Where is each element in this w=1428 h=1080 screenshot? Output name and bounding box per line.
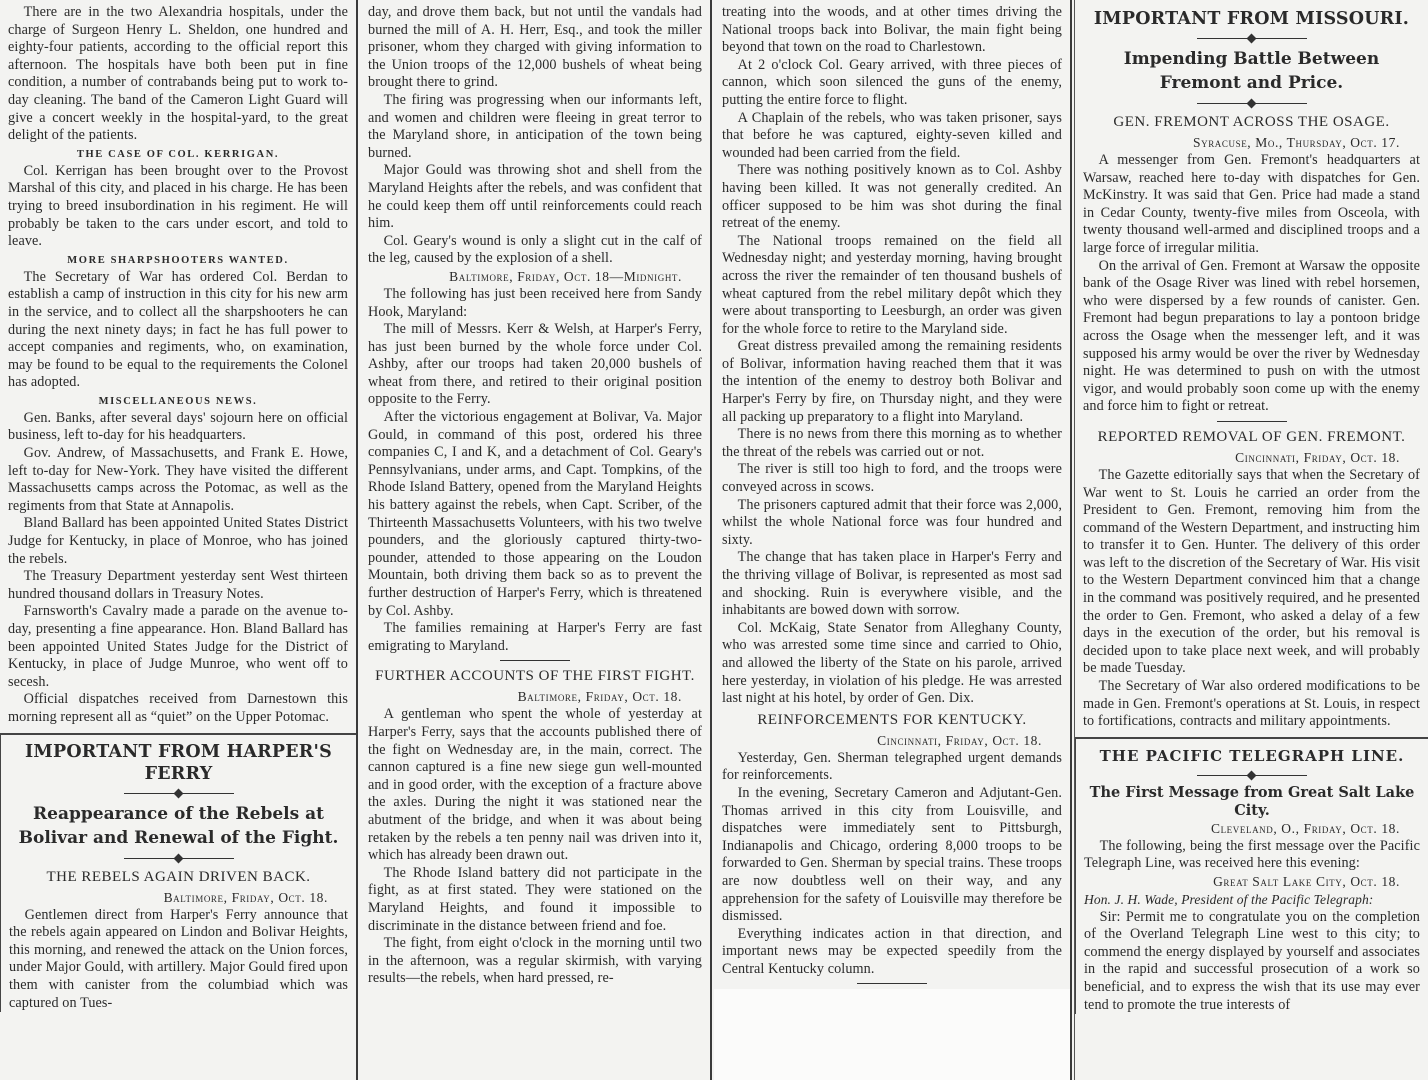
ornament-rule [1197, 34, 1307, 43]
deck-headline: Impending Battle Between Fremont and Price. [1123, 49, 1380, 93]
dateline-salt-lake: Great Salt Lake City, Oct. 18. [1213, 874, 1400, 889]
divider-rule [857, 983, 927, 984]
section-subhead: MORE SHARPSHOOTERS WANTED. [67, 254, 289, 266]
paragraph: There was nothing positively known as to Col. Ashby having been killed. It was not generally credited. An officer supposed to be him was shot during the final retreat of the enemy. [722, 162, 1062, 232]
paragraph: At 2 o'clock Col. Geary arrived, with three pieces of cannon, which soon silenced the guns of the enemy, putting the entire force to flight. [722, 56, 1062, 108]
harpers-ferry-article [0, 733, 356, 1013]
dateline: Cleveland, O., Friday, Oct. 18. [1210, 820, 1400, 836]
column-1 [0, 0, 358, 1080]
paragraph: A messenger from Gen. Fremont's headquarters at Warsaw, reached here to-day with dispatches for Gen. McKinstry. It was said that Gen. Price had made a stand in Cedar County, twenty-five miles from Osceola, with twenty thousand well-armed and disciplined troops and a large force of irregular militia. [1083, 152, 1420, 256]
paragraph: Major Gould was throwing shot and shell from the Maryland Heights after the rebels, and was confident that he could keep them off until reinforcements could reach him. [368, 162, 702, 232]
dateline: Syracuse, Mo., Thursday, Oct. 17. [1192, 135, 1400, 150]
column-2 [360, 0, 712, 1080]
paragraph: The Rhode Island battery did not participate in the fight, as at first stated. They were stationed on the Maryland Heights, and found it impossible to discriminate in the distance between friend and foe. [368, 864, 702, 934]
paragraph: Col. Kerrigan has been brought over to the Provost Marshal of this city, and placed in his charge. He has been trying to breed insubordination in his regiment. He will probably be taken to the cars under escort, and told to leave. [8, 162, 348, 250]
paragraph: Everything indicates action in that direction, and important news may be expected speedily from the Central Kentucky column. [722, 925, 1062, 977]
paragraph: There are in the two Alexandria hospitals, under the charge of Surgeon Henry L. Sheldon, one hundred and eighty-four patients, according to the official report this afternoon. The hospitals have both been put in fine condition, a number of contrabands being put to work to-day cleaning. The band of the Cameron Light Guard will give a concert weekly in the hospital-yard, to the great delight of the patients. [8, 4, 348, 144]
paragraph: The river is still too high to ford, and the troops were conveyed across in scows. [722, 461, 1062, 496]
paragraph: Col. Geary's wound is only a slight cut in the calf of the leg, caused by the explosion of a shell. [368, 232, 702, 267]
paragraph: Yesterday, Gen. Sherman telegraphed urgent demands for reinforcements. [722, 749, 1062, 784]
headline-harpers-ferry: IMPORTANT FROM HARPER'S FERRY [25, 741, 332, 784]
column-3 [714, 0, 1072, 1080]
paragraph: The change that has taken place in Harper's Ferry and the thriving village of Bolivar, is represented as most sad and shocking. Ruin is everywhere visible, and the inhabitants are bowed down with sorrow. [722, 549, 1062, 619]
article-headline: GEN. FREMONT ACROSS THE OSAGE. [1113, 114, 1390, 130]
subhead-rebels-driven-back: THE REBELS AGAIN DRIVEN BACK. [46, 868, 311, 885]
paragraph: The firing was progressing when our informants left, and women and children were fleeing in great terror to the Maryland shore, in anticipation of the town being burned. [368, 91, 702, 161]
column-4-text [1083, 8, 1420, 731]
paragraph: The mill of Messrs. Kerr & Welsh, at Harper's Ferry, has just been burned by the whole force under Col. Ashby, after our troops had taken 20,000 bushels of wheat from there, and retired to their original position opposite to the Ferry. [368, 321, 702, 408]
section-subhead: THE CASE OF COL. KERRIGAN. [76, 148, 280, 160]
blank-area [714, 989, 1070, 1080]
column-2-text [368, 4, 702, 988]
dateline: Cincinnati, Friday, Oct. 18. [1235, 449, 1400, 465]
paragraph: The families remaining at Harper's Ferry are fast emigrating to Maryland. [368, 620, 702, 654]
paragraph: Gen. Banks, after several days' sojourn here on official business, left to-day for his headquarters. [8, 409, 348, 444]
paragraph: treating into the woods, and at other times driving the National troops back into Bolivar, the main fight being beyond that town on the road to Charlestown. [722, 4, 1062, 56]
ornament-rule [124, 789, 234, 798]
article-headline: REPORTED REMOVAL OF GEN. FREMONT. [1097, 428, 1406, 445]
paragraph: The fight, from eight o'clock in the morning until two in the afternoon, was a regular skirmish, with varying results—the rebels, when hard pressed, re- [368, 935, 702, 987]
paragraph: Great distress prevailed among the remaining residents of Bolivar, information having reached them that it was the intention of the enemy to destroy both Bolivar and Harper's Ferry by fire, on Thursday night, and they were all packing up preparatory to a flight into Maryland. [722, 338, 1062, 425]
paragraph: Sir: Permit me to congratulate you on the completion of the Overland Telegraph Line west to this city; to commend the energy displayed by yourself and associates in the rapid and successful prosecution of a work so beneficial, and to express the wish that its use may ever tend to promote the true interests of [1084, 908, 1420, 1013]
deck-first-message: The First Message from Great Salt Lake City. [1089, 783, 1415, 819]
dateline: Baltimore, Friday, Oct. 18—Midnight. [449, 268, 682, 284]
divider-rule [1217, 421, 1287, 422]
dateline: Baltimore, Friday, Oct. 18. [517, 689, 682, 705]
column-4 [1074, 0, 1428, 1080]
ornament-rule [1197, 771, 1307, 780]
headline: IMPORTANT FROM MISSOURI. [1093, 9, 1410, 29]
divider-rule [500, 660, 570, 661]
paragraph: After the victorious engagement at Bolivar, Va. Major Gould, in command of this post, ordered his three companies C, I and K, and a detachment of Col. Geary's Pennsylvanians, under arms, and Capt. Tompkins, of the Rhode Island Battery, opened from the Maryland Heights his battery against the rebels, when Capt. Scriber, of the Thirteenth Massachusetts Volunteers, with his two twelve pounders, and the gloriously captured thirty-two-pounder, attended to those appearing on the Loudon Mountain, both driving them back so as to prevent the further destruction of Harper's Ferry, which is threatened by Col. Ashby. [368, 409, 702, 619]
dateline: Baltimore, Friday, Oct. 18. [163, 889, 328, 905]
paragraph: day, and drove them back, but not until the vandals had burned the mill of A. H. Herr, Esq., and took the miller prisoner, whom they charged with giving information to the Union troops of the 12,000 bushels of wheat being brought there to grind. [368, 4, 702, 91]
paragraph: A gentleman who spent the whole of yesterday at Harper's Ferry, says that the accounts published there of the fight on Wednesday are, in the main, correct. The cannon captured is a fine new siege gun well-mounted and in good order, with the exception of a fracture above the axles. During the night it was stationed near the abutment of the bridge, and when it was about being retaken by the rebels a ten penny nail was driven into it, which has already been drawn out. [368, 706, 702, 864]
paragraph: On the arrival of Gen. Fremont at Warsaw the opposite bank of the Osage River was lined with rebel horsemen, who were dispersed by a few rounds of canister. Gen. Fremont had begun preparations to lay a pontoon bridge across the Osage when the messenger left, and it was supposed his army would be over the river by Wednesday night. He was determined to push on with the utmost vigor, and would probably soon come up with the enemy and force him to fight or retreat. [1083, 257, 1420, 415]
paragraph: A Chaplain of the rebels, who was taken prisoner, says that before he was captured, eighty-seven killed and wounded had been carried from the field. [722, 109, 1062, 161]
salutation: Hon. J. H. Wade, President of the Pacific Telegraph: [1084, 892, 1374, 907]
deck-harpers-ferry: Reappearance of the Rebels at Bolivar and Renewal of the Fight. [18, 803, 339, 848]
column-3-text [722, 4, 1062, 984]
ornament-rule [1197, 99, 1307, 108]
section-subhead: MISCELLANEOUS NEWS. [98, 395, 258, 407]
article-headline: FURTHER ACCOUNTS OF THE FIRST FIGHT. [375, 668, 695, 685]
paragraph: Official dispatches received from Darnestown this morning represent all as “quiet” on the Upper Potomac. [8, 691, 348, 725]
column-1-text [8, 4, 348, 727]
paragraph: The following, being the first message over the Pacific Telegraph Line, was received here this evening: [1084, 837, 1420, 872]
pacific-telegraph-article [1075, 737, 1428, 1014]
paragraph: Gentlemen direct from Harper's Ferry announce that the rebels again appeared on Lindon and Bolivar Heights, this morning, and renewed the attack on the Union forces, under Major Gould, with artillery. Major Gould fired upon them with canister from the columbiad which was captured on Tues- [9, 906, 348, 1011]
paragraph: Col. McKaig, State Senator from Alleghany County, who was arrested some time since and carried to Ohio, and allowed the liberty of the State on his parole, arrived here yesterday, in violation of his pledge. He was arrested last night at his hotel, by order of Gen. Dix. [722, 619, 1062, 707]
paragraph: The National troops remained on the field all Wednesday night; and yesterday morning, having brought across the river the remainder of ten thousand bushels of wheat captured from the rebel military depôt which they were about transporting to Leesburgh, an order was given for the whole force to retire to the Maryland side. [722, 232, 1062, 337]
dateline: Cincinnati, Friday, Oct. 18. [877, 732, 1042, 748]
paragraph: The prisoners captured admit that their force was 2,000, whilst the whole National force was four hundred and sixty. [722, 496, 1062, 548]
article-headline: REINFORCEMENTS FOR KENTUCKY. [757, 711, 1027, 728]
paragraph: The Secretary of War also ordered modifications to be made in Gen. Fremont's operations at St. Louis, in respect to fortifications, contracts and military appointments. [1083, 678, 1420, 730]
paragraph: Gov. Andrew, of Massachusetts, and Frank E. Howe, left to-day for New-York. They have visited the different Massachusetts camps across the Potomac, as well as the regiments from that State at Annapolis. [8, 445, 348, 514]
paragraph: The Gazette editorially says that when the Secretary of War went to St. Louis he carried an order from the President to Gen. Fremont, removing him from the command of the Western Department, and instructing him to transfer it to Gen. Hunter. The delivery of this order was left to the discretion of the Secretary of War. His visit to the Western Department convinced him that a change in the command was positively required, and he presented the order to Gen. Fremont, who asked a delay of a few days in the execution of the order, but his removal is decided upon to take place next week, and will probably be made Tuesday. [1083, 466, 1420, 677]
headline-pacific-telegraph: THE PACIFIC TELEGRAPH LINE. [1099, 746, 1405, 765]
paragraph: Farnsworth's Cavalry made a parade on the avenue to-day, presenting a fine appearance. Hon. Bland Ballard has been appointed United States Judge for the District of Kentucky, in place of Judge Munroe, who went off to secesh. [8, 603, 348, 690]
paragraph: The Secretary of War has ordered Col. Berdan to establish a camp of instruction in this city for his new arm in the service, and to collect all the sharpshooters he can during the next ninety days; in fact he has full power to accept companies and regiments, who, on examination, may be found to be equal to the requirements the Colonel has adopted. [8, 268, 348, 391]
paragraph: The Treasury Department yesterday sent West thirteen hundred thousand dollars in Treasury Notes. [8, 568, 348, 602]
paragraph: There is no news from there this morning as to whether the threat of the rebels was carried out or not. [722, 426, 1062, 460]
paragraph: In the evening, Secretary Cameron and Adjutant-Gen. Thomas arrived in this city from Louisville, and dispatches were immediately sent to Pittsburgh, Indianapolis and Chicago, ordering 8,000 troops to be forwarded to Gen. Sherman by special trains. These troops are now doubtless well on their way, and any apprehension for the safety of Louisville may therefore be dismissed. [722, 784, 1062, 925]
ornament-rule [124, 854, 234, 863]
paragraph: The following has just been received here from Sandy Hook, Maryland: [368, 285, 702, 320]
paragraph: Bland Ballard has been appointed United States District Judge for Kentucky, in place of Monroe, who has joined the rebels. [8, 515, 348, 567]
